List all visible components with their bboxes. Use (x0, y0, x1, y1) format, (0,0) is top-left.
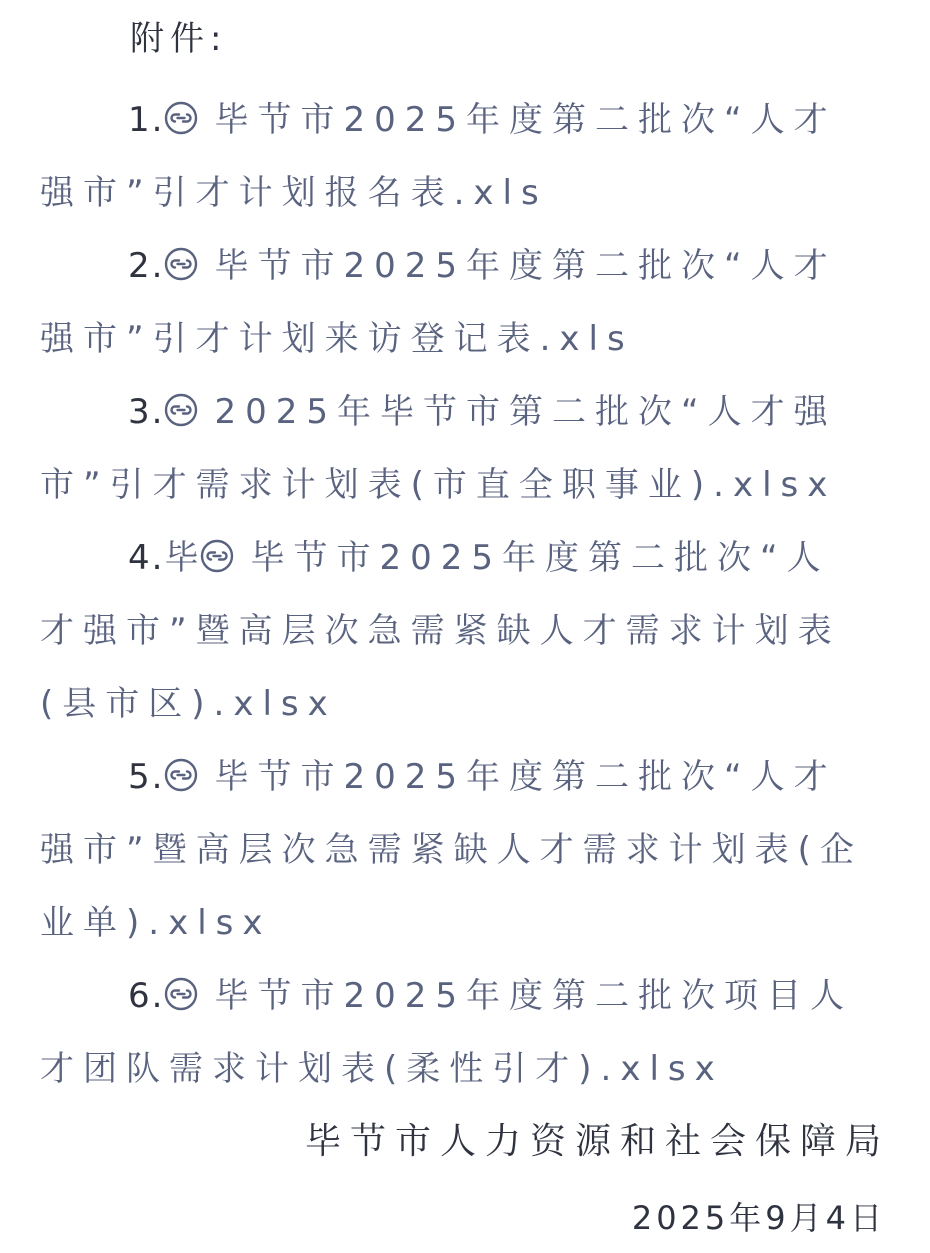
link-icon[interactable] (164, 393, 198, 427)
attachment-number: 4. (128, 538, 165, 578)
attachment-number: 5. (128, 757, 165, 797)
attachment-link-text[interactable]: 毕节市2025年度第二批次“人才强市”暨高层次急需紧缺人才需求计划表(企业单).xlsx (40, 757, 863, 943)
link-icon[interactable] (164, 977, 198, 1011)
attachment-link-text[interactable]: 毕节市2025年度第二批次“人才强市”暨高层次急需紧缺人才需求计划表(县市区).xlsx (40, 538, 841, 724)
attachment-number: 3. (128, 392, 165, 432)
attachment-link-text[interactable]: 毕节市2025年度第二批次项目人才团队需求计划表(柔性引才).xlsx (40, 976, 853, 1089)
link-icon[interactable] (164, 758, 198, 792)
issue-date: 2025年9月4日 (631, 1199, 886, 1237)
attachment-link-text[interactable]: 2025年毕节市第二批次“人才强市”引才需求计划表(市直全职事业).xlsx (40, 392, 837, 505)
attachment-number: 6. (128, 976, 165, 1016)
attachment-item-2[interactable] (40, 230, 870, 376)
attachment-number: 2. (128, 246, 165, 286)
issuing-organization: 毕节市人力资源和社会保障局 (304, 1121, 890, 1162)
attachment-item-6[interactable] (40, 960, 870, 1106)
link-icon[interactable] (164, 247, 198, 281)
attachment-item-1[interactable] (40, 84, 870, 230)
link-icon[interactable] (200, 539, 234, 573)
attachment-item-4[interactable] (40, 522, 870, 741)
attachments-heading: 附件: (130, 19, 228, 59)
attachment-item-3[interactable] (40, 376, 870, 522)
attachment-item-5[interactable] (40, 741, 870, 960)
attachment-prefix: 毕 (164, 538, 201, 578)
attachment-link-text[interactable]: 毕节市2025年度第二批次“人才强市”引才计划来访登记表.xls (40, 246, 837, 359)
attachment-number: 1. (128, 100, 165, 140)
attachment-link-text[interactable]: 毕节市2025年度第二批次“人才强市”引才计划报名表.xls (40, 100, 837, 213)
link-icon[interactable] (164, 101, 198, 135)
